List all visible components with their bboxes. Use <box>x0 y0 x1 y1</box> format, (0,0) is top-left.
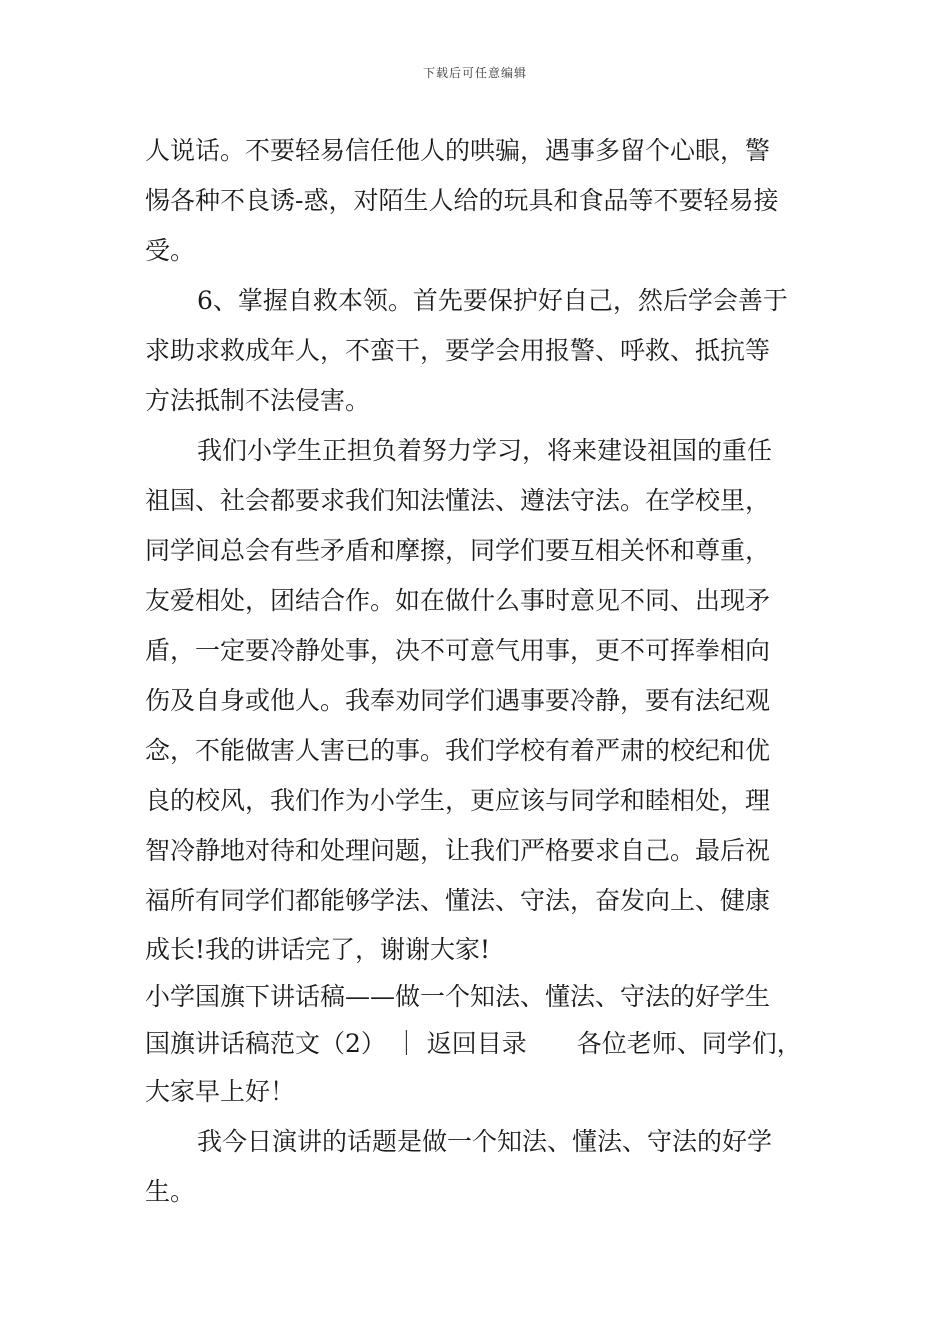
text-line-9: 同学间总会有些矛盾和摩擦，同学们要互相关怀和尊重， <box>145 536 771 565</box>
body-text <box>145 126 825 1217</box>
text-line-21: 我今日演讲的话题是做一个知法、懂法、守法的好学 <box>197 1127 773 1156</box>
text-line-8: 祖国、社会都要求我们知法懂法、遵法守法。在学校里， <box>145 486 771 515</box>
text-line-3: 受。 <box>145 236 196 265</box>
page-header: 下载后可任意编辑 <box>422 66 527 80</box>
text-line-17: 成长!我的讲话完了，谢谢大家! <box>145 935 491 964</box>
text-line-2: 惕各种不良诱-惑，对陌生人给的玩具和食品等不要轻易接 <box>145 186 779 215</box>
text-line-10: 友爱相处，团结合作。如在做什么事时意见不同、出现矛 <box>145 586 771 615</box>
text-line-15: 智冷静地对待和处理问题，让我们严格要求自己。最后祝 <box>145 836 771 865</box>
text-line-4: 6、掌握自救本领。首先要保护好自己，然后学会善于 <box>197 286 788 315</box>
section-title: 小学国旗下讲话稿——做一个知法、懂法、守法的好学生 <box>145 982 771 1011</box>
text-line-6: 方法抵制不法侵害。 <box>145 386 371 415</box>
text-line-14: 良的校风，我们作为小学生，更应该与同学和睦相处，理 <box>145 786 771 815</box>
text-line-1: 人说话。不要轻易信任他人的哄骗，遇事多留个心眼，警 <box>145 136 771 165</box>
text-line-22: 生。 <box>145 1177 196 1206</box>
text-line-16: 福所有同学们都能够学法、懂法、守法，奋发向上、健康 <box>145 886 771 915</box>
text-line-13: 念，不能做害人害已的事。我们学校有着严肃的校纪和优 <box>145 736 771 765</box>
text-line-7: 我们小学生正担负着努力学习，将来建设祖国的重任 <box>197 436 773 465</box>
text-line-12: 伤及自身或他人。我奉劝同学们遇事要冷静，要有法纪观 <box>145 686 771 715</box>
text-line-11: 盾，一定要冷静处事，决不可意气用事，更不可挥拳相向 <box>145 636 771 665</box>
text-line-19: 国旗讲话稿范文（2） ｜ 返回目录 各位老师、同学们， <box>145 1029 802 1058</box>
greeting-line: 大家早上好！ <box>145 1077 296 1106</box>
text-line-5: 求助求救成年人，不蛮干，要学会用报警、呼救、抵抗等 <box>145 336 771 365</box>
